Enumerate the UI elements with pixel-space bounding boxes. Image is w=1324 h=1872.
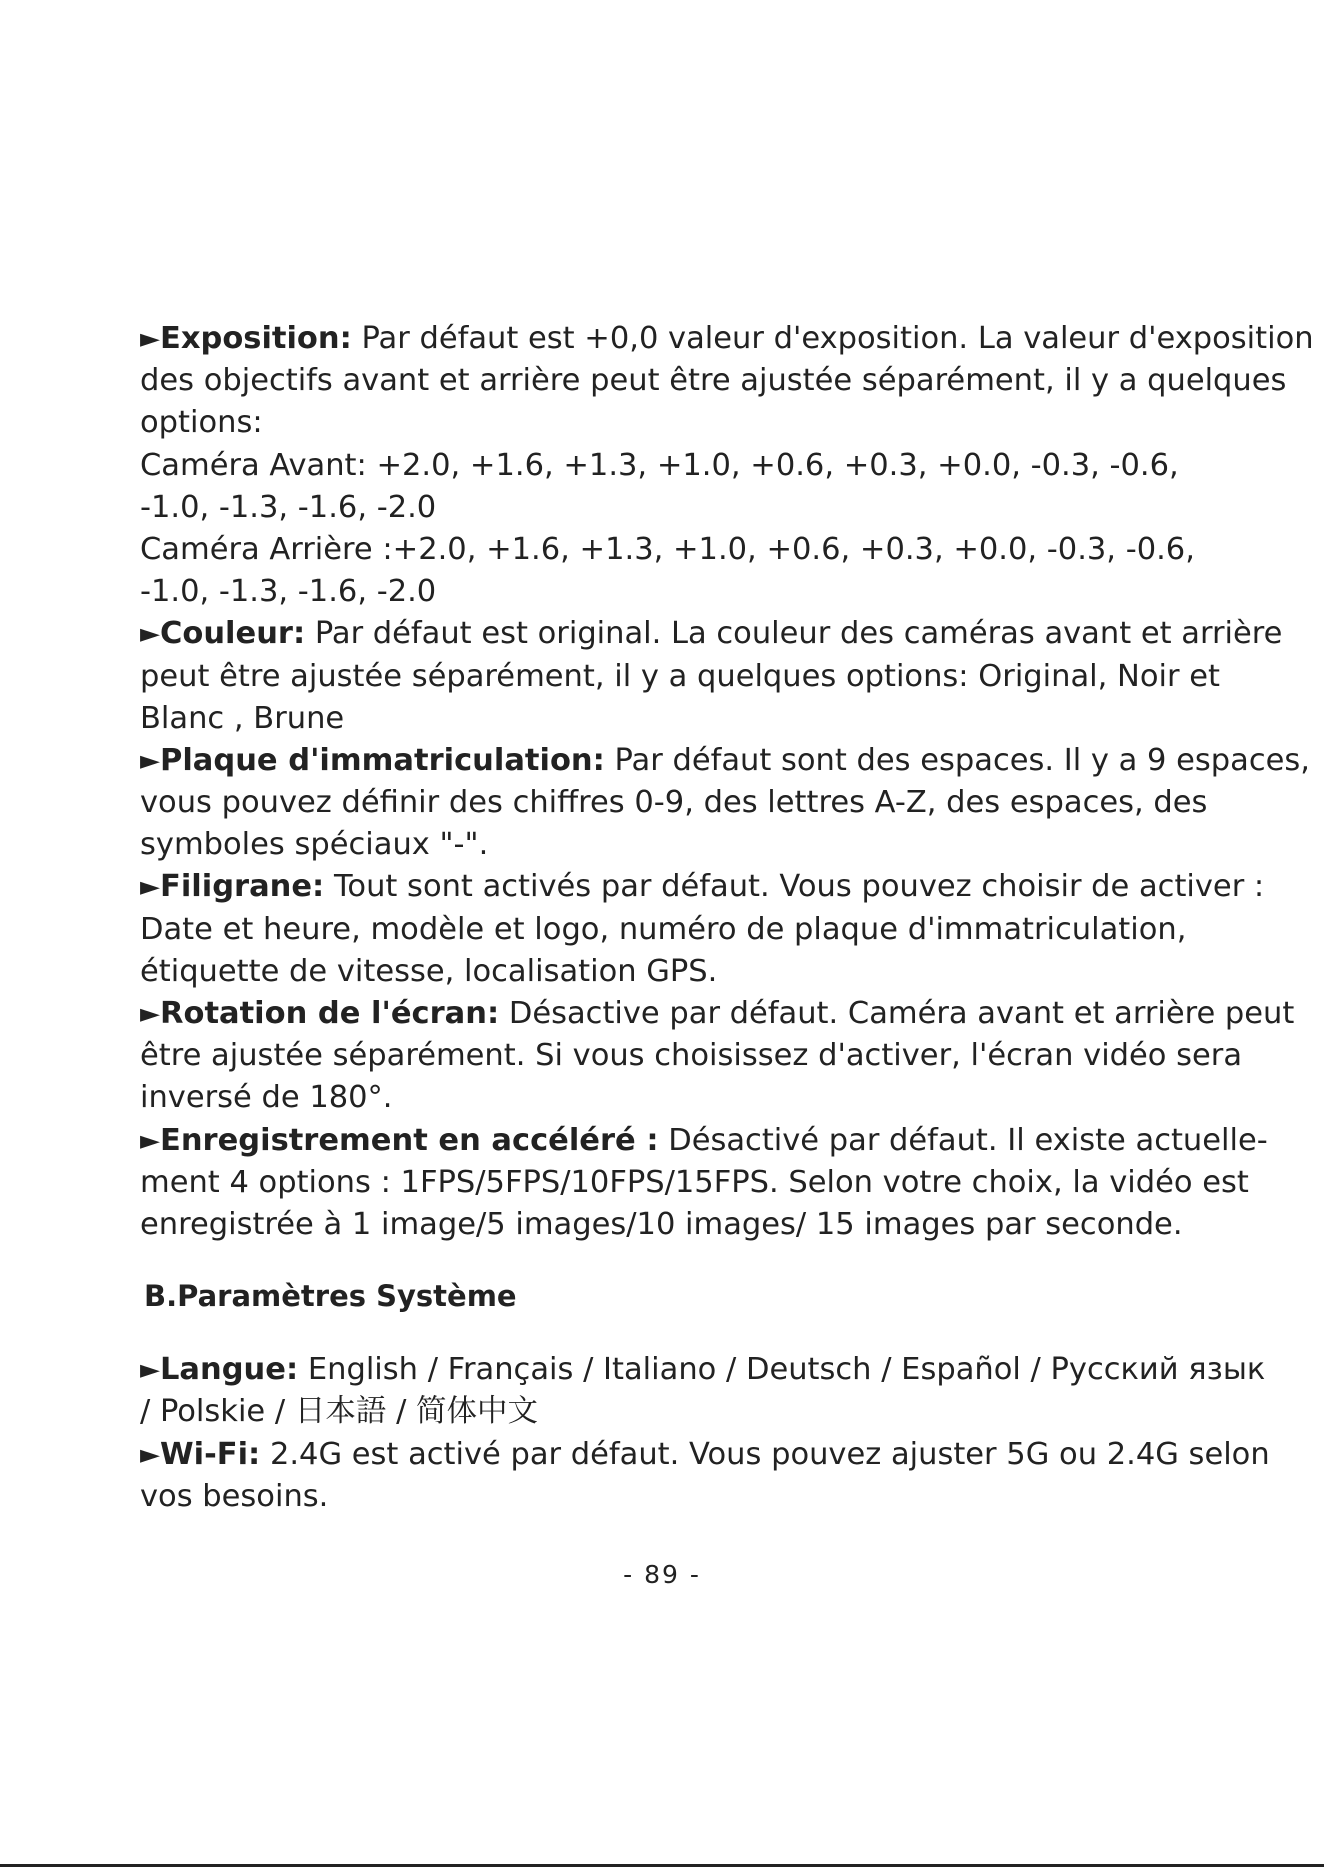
front-camera-values: Caméra Avant: +2.0, +1.6, +1.3, +1.0, +0.6, +0.3, +0.0, -0.3, -0.6,	[140, 447, 1179, 483]
bullet-arrow-icon: ►	[140, 1439, 160, 1470]
plaque-line-1	[140, 740, 1310, 782]
filigrane-line-2: Date et heure, modèle et logo, numéro de plaque d'immatriculation,	[140, 911, 1187, 947]
wifi-label: Wi-Fi:	[160, 1436, 261, 1472]
bottom-rule	[0, 1864, 1324, 1867]
filigrane-line-1	[140, 866, 1265, 908]
bullet-arrow-icon: ►	[140, 999, 160, 1029]
langue-text: English / Français / Italiano / Deutsch / Español / Русский язык	[298, 1352, 1266, 1388]
page-number: - 89 -	[623, 1560, 701, 1589]
exposition-line-1	[140, 318, 1314, 360]
plaque-line-3: symboles spéciaux "-".	[140, 827, 489, 863]
wifi-line-2: vos besoins.	[140, 1478, 329, 1514]
enregistrement-label: Enregistrement en accéléré :	[160, 1122, 659, 1158]
plaque-text: Par défaut sont des espaces. Il y a 9 espaces,	[604, 742, 1310, 778]
rotation-label: Rotation de l'écran:	[160, 996, 500, 1031]
bullet-arrow-icon: ►	[140, 872, 160, 903]
front-camera-values-cont: -1.0, -1.3, -1.6, -2.0	[140, 489, 437, 525]
plaque-label: Plaque d'immatriculation:	[160, 742, 605, 778]
rotation-text: Désactive par défaut. Caméra avant et arrière peut	[499, 996, 1295, 1031]
couleur-text: Par défaut est original. La couleur des caméras avant et arrière	[305, 616, 1283, 652]
section-heading: B.Paramètres Système	[144, 1279, 517, 1314]
rear-camera-values-cont: -1.0, -1.3, -1.6, -2.0	[140, 574, 437, 610]
langue-line-1	[140, 1349, 1266, 1391]
wifi-line-1	[140, 1434, 1270, 1476]
exposition-line-3: options:	[140, 405, 263, 441]
couleur-line-1	[140, 613, 1283, 655]
langue-line-2: / Polskie / 日本語 / 简体中文	[140, 1394, 539, 1430]
filigrane-line-3: étiquette de vitesse, localisation GPS.	[140, 953, 718, 989]
enregistrement-line-3: enregistrée à 1 image/5 images/10 images/ 15 images par seconde.	[140, 1206, 1183, 1242]
exposition-label: Exposition:	[160, 321, 352, 356]
rear-camera-values: Caméra Arrière :+2.0, +1.6, +1.3, +1.0, +0.6, +0.3, +0.0, -0.3, -0.6,	[140, 531, 1195, 567]
wifi-text: 2.4G est activé par défaut. Vous pouvez ajuster 5G ou 2.4G selon	[260, 1436, 1270, 1472]
filigrane-label: Filigrane:	[160, 869, 325, 905]
rotation-line-1	[140, 993, 1295, 1035]
exposition-text: Par défaut est +0,0 valeur d'exposition. La valeur d'exposition	[351, 321, 1314, 356]
couleur-label: Couleur:	[160, 616, 306, 652]
rotation-line-3: inversé de 180°.	[140, 1080, 393, 1116]
couleur-line-2: peut être ajustée séparément, il y a quelques options: Original, Noir et	[140, 658, 1220, 694]
filigrane-text: Tout sont activés par défaut. Vous pouvez choisir de activer :	[324, 869, 1265, 905]
plaque-line-2: vous pouvez définir des chiffres 0-9, des lettres A-Z, des espaces, des	[140, 785, 1208, 821]
bullet-arrow-icon: ►	[140, 1125, 160, 1156]
page-content	[140, 318, 1314, 1518]
bullet-arrow-icon: ►	[140, 1355, 160, 1386]
couleur-line-3: Blanc , Brune	[140, 700, 345, 736]
bullet-arrow-icon: ►	[140, 745, 160, 776]
bullet-arrow-icon: ►	[140, 619, 160, 650]
langue-label: Langue:	[160, 1352, 299, 1388]
bullet-arrow-icon: ►	[140, 324, 160, 354]
exposition-line-2: des objectifs avant et arrière peut être ajustée séparément, il y a quelques	[140, 363, 1287, 399]
enregistrement-text: Désactivé par défaut. Il existe actuelle-	[658, 1122, 1268, 1158]
enregistrement-line-1	[140, 1120, 1268, 1162]
rotation-line-2: être ajustée séparément. Si vous choisissez d'activer, l'écran vidéo sera	[140, 1038, 1243, 1074]
enregistrement-line-2: ment 4 options : 1FPS/5FPS/10FPS/15FPS. Selon votre choix, la vidéo est	[140, 1164, 1249, 1200]
